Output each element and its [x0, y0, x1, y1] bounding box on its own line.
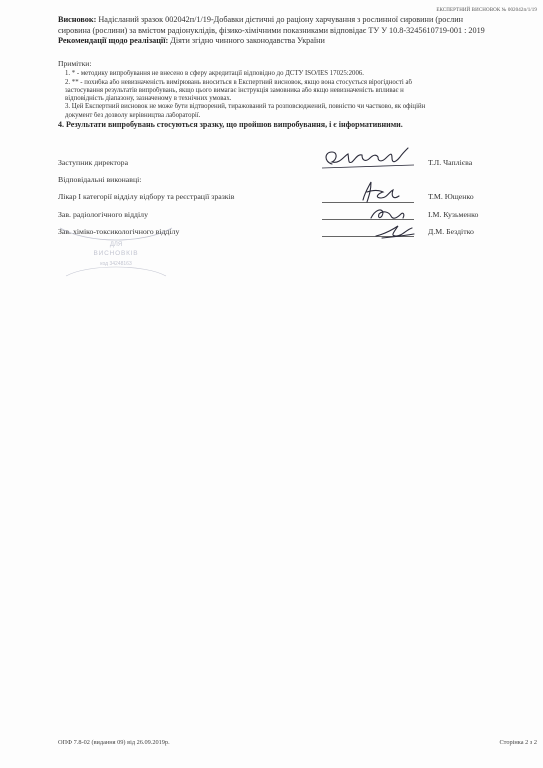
- stamp-text-code: код 34248163: [100, 261, 132, 267]
- doctor-signature-image: [355, 180, 405, 206]
- note-item-1: 1. * - методику випробування не внесено в сферу акредитації відповідно до ДСТУ ISO/IES 17025:2006.: [65, 70, 364, 78]
- notes-block: [58, 60, 538, 129]
- note-item-2: 2. ** - похибка або невизначеність вимірювань вноситься в Експертний висновок, якщо вона стосується вірогідності аб: [65, 78, 412, 86]
- recommendation-line: [58, 36, 538, 47]
- document-reference: ЕКСПЕРТНИЙ ВИСНОВОК № 002042п/1/19: [436, 8, 537, 13]
- conclusion-line-2: сировина (рослини) за вмістом радіонуклідів, фізико-хімічними показниками відповідає ТУ У 10.8-3245610719-001 : 2019: [58, 25, 485, 35]
- conclusion-label: Висновок:: [58, 15, 97, 24]
- note-item-3-cont: документ без дозволу керівництва лабораторії.: [65, 111, 201, 119]
- note-item-3: 3. Цей Експертний висновок не може бути відтворений, тиражований та розповсюджений, повністю чи частково, як офіційн: [65, 103, 426, 111]
- laboratory-stamp-image: [58, 224, 174, 278]
- doctor-role: Лікар I категорії відділу відбору та реєстрації зразків: [58, 192, 235, 201]
- recommendation-label: Рекомендації щодо реалізації:: [58, 36, 169, 46]
- notes-title: Примітки:: [58, 59, 92, 68]
- conclusion-block: [58, 15, 538, 47]
- footer-form-code: ОПФ 7.8-02 (видання 09) від 26.09.2019р.: [58, 739, 170, 746]
- deputy-signature-image: [318, 146, 418, 172]
- recommendation-text: Діяти згідно чинного законодавства України: [170, 36, 325, 46]
- conclusion-text-1: Надісланий зразок 002042п/1/19-Добавки дієтичні до раціону харчування з рослинної сировини (рослин: [98, 15, 463, 24]
- footer-page-number: Сторінка 2 з 2: [499, 739, 537, 746]
- note-item-4: 4. Результати випробувань стосуються зразку, що пройшов випробування, і є інформативними.: [58, 120, 403, 130]
- deputy-director-name: Т.Л. Чаплієва: [428, 158, 473, 167]
- stamp-text-top: ДЛЯ: [109, 242, 123, 248]
- chemistry-head-name: Д.М. Бездітко: [428, 227, 474, 236]
- radiology-head-role: Зав. радіологічного відділу: [58, 210, 148, 219]
- deputy-director-role: Заступник директора: [58, 158, 129, 167]
- note-item-2-cont-1: застосування результатів випробувань, якщо цього вимагає інструкція замовника або якщо невизначеність впливає н: [65, 86, 404, 94]
- note-item-2-cont-2: відповідність діапазону, зазначеному в технічних умовах.: [65, 95, 232, 103]
- stamp-text-mid: ВИСНОВКІВ: [93, 250, 139, 257]
- conclusion-line-1: [58, 15, 538, 26]
- radiology-head-name: І.М. Кузьменко: [428, 210, 479, 219]
- doctor-name: Т.М. Ющенко: [428, 192, 474, 201]
- chemistry-head-role: Зав. хіміко-токсикологічного відділу: [58, 227, 180, 236]
- responsible-executors-label: Відповідальні виконавці:: [58, 175, 142, 184]
- chemistry-signature-image: [372, 220, 418, 242]
